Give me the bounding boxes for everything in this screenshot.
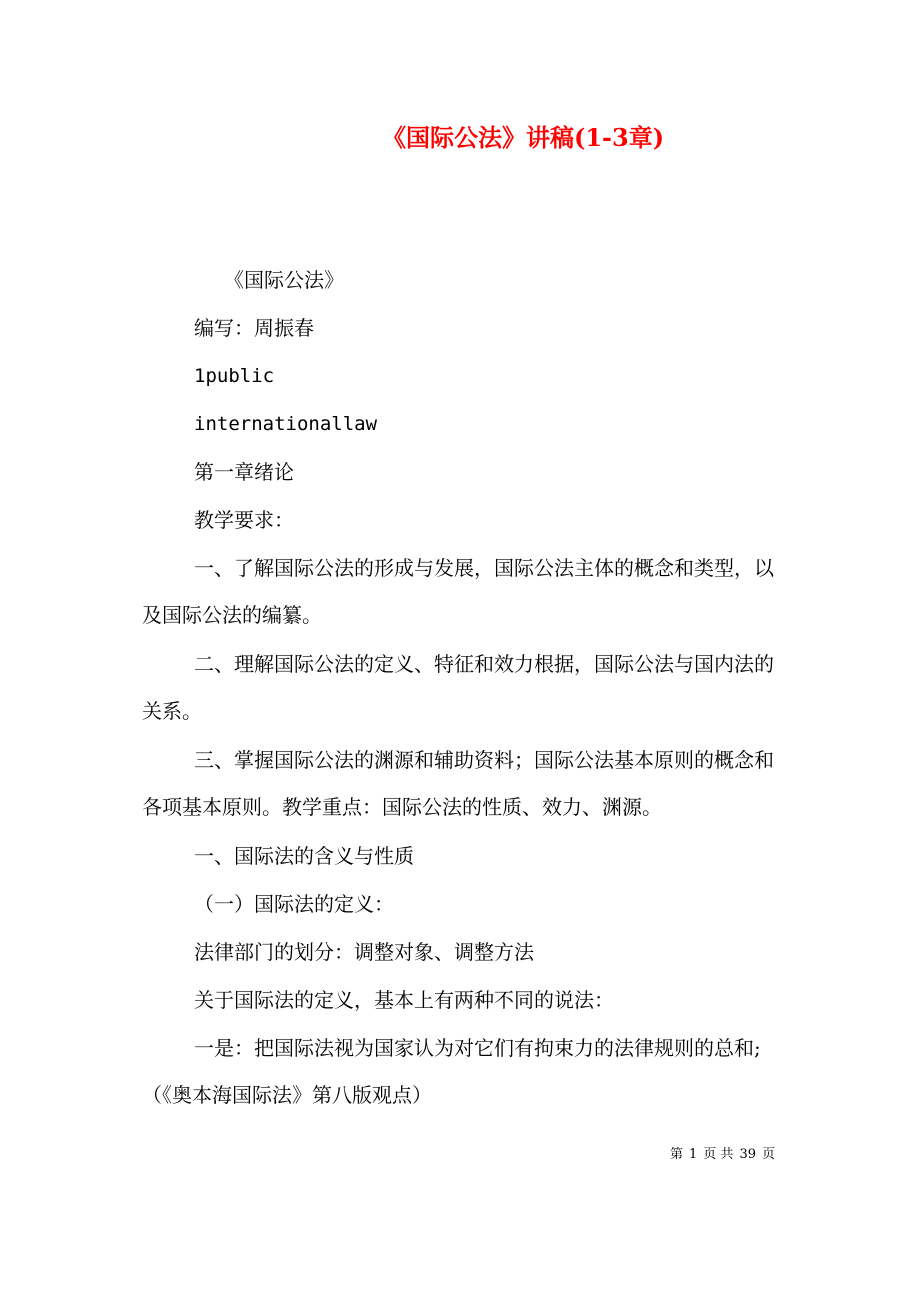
- paragraph-section-heading: 一、国际法的含义与性质: [194, 844, 414, 868]
- paragraph-requirement-3: 三、掌握国际公法的渊源和辅助资料；国际公法基本原则的概念和各项基本原则。教学重点：国际公法的性质、效力、渊源。: [142, 748, 774, 819]
- paragraph-requirement-1: 一、了解国际公法的形成与发展，国际公法主体的概念和类型，以及国际公法的编纂。: [142, 556, 774, 627]
- paragraph-requirements-heading: 教学要求：: [194, 508, 294, 532]
- paragraph-english-2: internationallaw: [194, 413, 378, 435]
- paragraph-definitions-intro: 关于国际法的定义，基本上有两种不同的说法：: [194, 988, 614, 1012]
- paragraph-book-title: 《国际公法》: [224, 268, 344, 292]
- footer-suffix: 页: [761, 1147, 775, 1162]
- paragraph-chapter-heading: 第一章绪论: [194, 460, 294, 484]
- paragraph-division: 法律部门的划分：调整对象、调整方法: [194, 940, 534, 964]
- footer-page-number: 1: [689, 1147, 698, 1162]
- paragraph-definition-1: 一是：把国际法视为国家认为对它们有拘束力的法律规则的总和;（《奥本海国际法》第八版观点）: [142, 1036, 761, 1107]
- document-title: 《国际公法》讲稿(1-3章): [382, 123, 665, 152]
- footer-middle: 页 共: [703, 1147, 734, 1162]
- page-footer: [667, 1143, 778, 1162]
- paragraph-author: 编写：周振春: [194, 316, 314, 340]
- paragraph-requirement-2: 二、理解国际公法的定义、特征和效力根据，国际公法与国内法的关系。: [142, 652, 774, 723]
- paragraph-english-1: 1public: [194, 365, 275, 387]
- footer-total-pages: 39: [739, 1147, 756, 1162]
- footer-prefix: 第: [670, 1147, 684, 1162]
- paragraph-subsection-heading: （一）国际法的定义：: [194, 892, 394, 916]
